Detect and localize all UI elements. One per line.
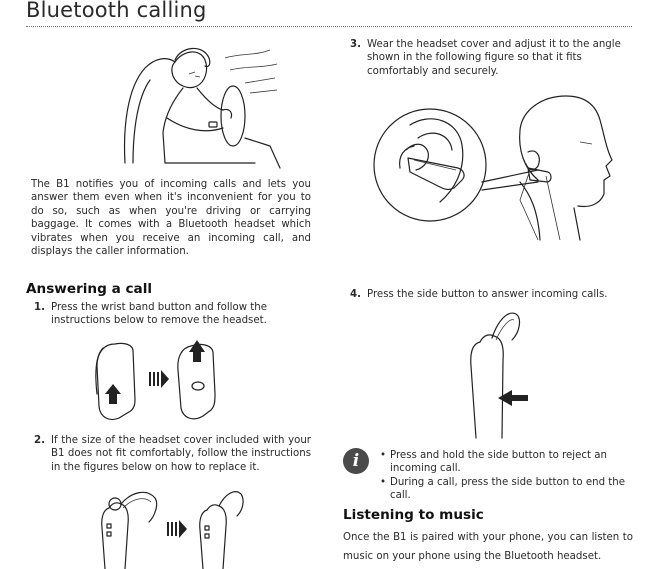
step-3-text: Wear the headset cover and adjust it to the angle shown in the following figure so that it fits comfortably and securely. (367, 39, 621, 77)
band-removal-illustration (85, 336, 235, 426)
step-4-number: 4. (350, 289, 361, 300)
side-button-illustration (462, 306, 542, 440)
step-1-text: Press the wrist band button and follow the instructions below to remove the headset. (51, 302, 268, 327)
step-2-text: If the size of the headset cover included with your B1 does not fit comfortably, follow the instructions in the figures below on how to replace it. (51, 435, 311, 473)
step-3-number: 3. (350, 39, 361, 50)
title-divider (26, 26, 632, 27)
ear-fit-illustration (370, 90, 630, 250)
note-list (376, 449, 632, 503)
note-item: • During a call, press the side button to end the call. (390, 476, 632, 503)
answering-heading: Answering a call (26, 281, 153, 297)
driver-illustration (105, 38, 285, 173)
music-heading: Listening to music (343, 507, 484, 523)
step-1-number: 1. (34, 302, 45, 313)
music-paragraph: Once the B1 is paired with your phone, you can listen to music on your phone using the Bluetooth headset. (343, 532, 633, 562)
info-icon: i (343, 448, 369, 474)
page-title: Bluetooth calling (26, 0, 207, 22)
intro-paragraph: The B1 notifies you of incoming calls and lets you answer them even when it's inconvenient for you to do so, such as when you're driving or carrying baggage. It comes with a Bluetooth headset which vibrates when you receive an incoming call, and displays the caller information. (31, 179, 311, 258)
step-2-number: 2. (34, 435, 45, 446)
note-item: • Press and hold the side button to reject an incoming call. (390, 449, 632, 476)
step-4-text: Press the side button to answer incoming calls. (367, 289, 608, 300)
cover-replacement-illustration (95, 488, 255, 569)
